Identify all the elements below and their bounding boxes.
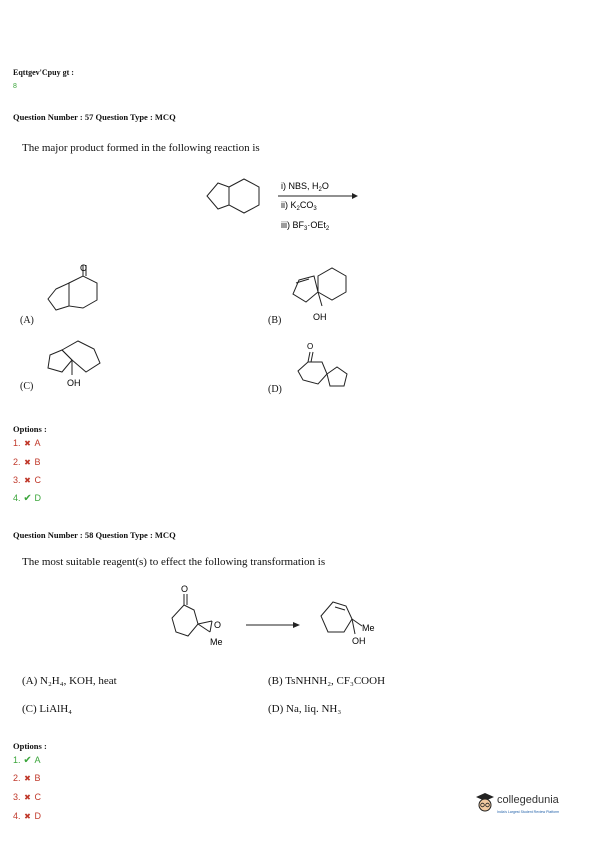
logo-wordmark: collegedunia (497, 794, 559, 806)
q57-a-oxygen: O (80, 263, 88, 273)
q57-reagent-3: iii) $BF_3\cdot OEt_2$ (281, 220, 330, 232)
q58-text: The most suitable reagent(s) to effect the following transformation is (22, 556, 326, 568)
section-number: 8 (13, 83, 17, 90)
student-mascot-icon (475, 792, 495, 814)
logo-tagline: India's Largest Student Review Platform (497, 810, 560, 814)
q58-option-3[interactable]: 3. ✖ C (13, 792, 42, 802)
cross-icon: ✖ (24, 793, 31, 802)
check-icon: ✔ (23, 755, 32, 766)
cross-icon: ✖ (24, 458, 31, 467)
q57-text: The major product formed in the following reaction is (22, 142, 260, 154)
q58-answer-b: (B) TsNHNH₂, CF₃COOH (268, 675, 386, 687)
q58-answer-c: (C) LiAlH₄ (22, 703, 72, 715)
q57-option-2[interactable]: 2. ✖ B (13, 457, 41, 467)
q58-heading: Question Number : 58 Question Type : MCQ (13, 530, 176, 540)
cross-icon: ✖ (24, 476, 31, 485)
q57-structure-b (293, 268, 346, 306)
q57-reagent-2: ii) $K_2CO_3$ (281, 200, 317, 212)
q58-product-methyl: Me (362, 623, 375, 633)
q57-label-b: (B) (268, 315, 282, 326)
q57-label-c: (C) (20, 381, 34, 392)
q57-b-hydroxyl: OH (313, 312, 327, 322)
cross-icon: ✖ (24, 812, 31, 821)
q58-option-1[interactable]: 1. ✔ A (13, 755, 41, 766)
q58-reactant (172, 594, 212, 636)
collegedunia-logo (475, 790, 585, 826)
q57-option-1[interactable]: 1. ✖ A (13, 438, 41, 448)
q57-structure-c (48, 341, 100, 375)
q58-product-hydroxyl: OH (352, 636, 366, 646)
q58-reactant-oxygen: O (181, 584, 189, 594)
q57-structure-a (48, 265, 97, 310)
cross-icon: ✖ (24, 439, 31, 448)
q57-reagent-1: i) NBS, $H_2O$ (281, 181, 329, 193)
q57-structure-d (298, 352, 347, 386)
section-header: Eqttgev'Cpuy gt : (13, 68, 74, 77)
cross-icon: ✖ (24, 774, 31, 783)
q57-option-3[interactable]: 3. ✖ C (13, 475, 42, 485)
q58-reactant-methyl: Me (210, 637, 223, 647)
q57-d-oxygen: O (307, 342, 314, 351)
q58-epoxide-oxygen: O (214, 620, 222, 630)
q57-label-d: (D) (268, 384, 282, 395)
q57-heading: Question Number : 57 Question Type : MCQ (13, 112, 176, 122)
q57-reactant (207, 179, 259, 213)
q57-option-4[interactable]: 4. ✔ D (13, 493, 42, 504)
check-icon: ✔ (23, 493, 32, 504)
q58-answer-a: (A) N₂H₄, KOH, heat (22, 675, 117, 687)
q58-options-title: Options : (13, 741, 47, 751)
q58-answer-d: (D) Na, liq. NH₃ (268, 703, 342, 715)
q57-label-a: (A) (20, 315, 34, 326)
q58-option-2[interactable]: 2. ✖ B (13, 773, 41, 783)
q57-c-hydroxyl: OH (67, 378, 81, 388)
q57-options-title: Options : (13, 424, 47, 434)
q58-product (321, 602, 362, 634)
q58-option-4[interactable]: 4. ✖ D (13, 811, 42, 821)
